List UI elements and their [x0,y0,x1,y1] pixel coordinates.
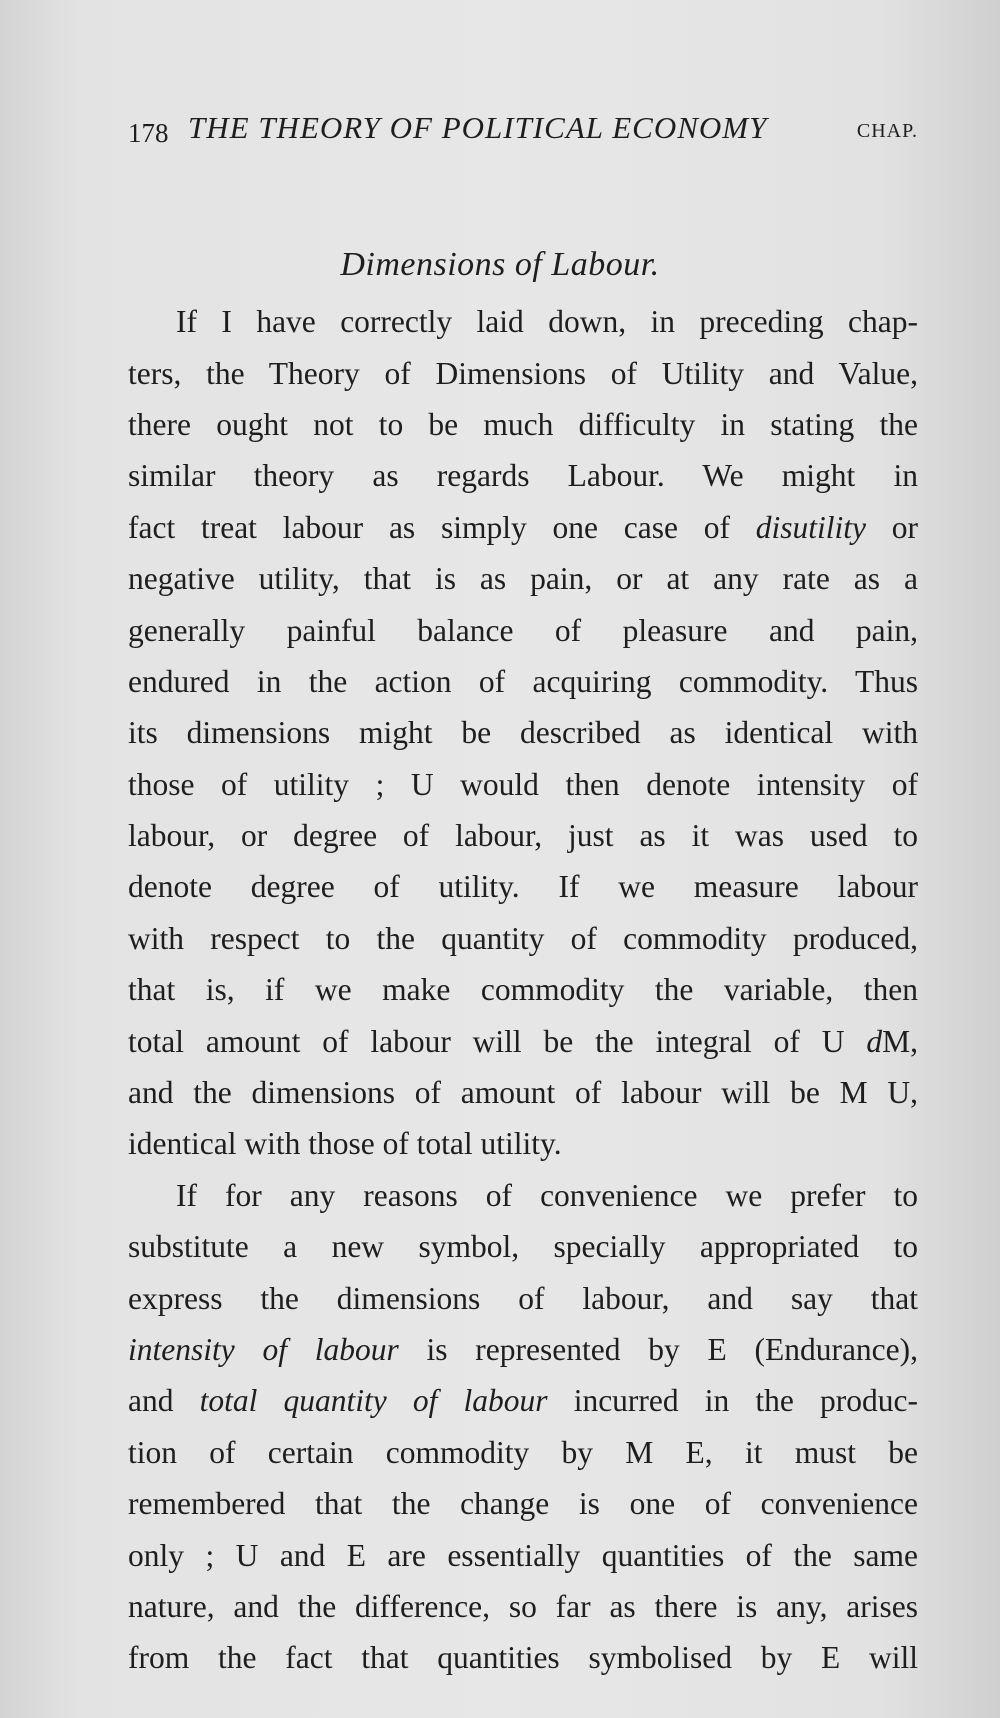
chapter-label: CHAP. [856,120,918,142]
text-line: If for any reasons of convenience we prefer to [176,1178,918,1213]
text-line: generally painful balance of pleasure and pain, [128,613,918,648]
text-line: negative utility, that is as pain, or at any rate as a [128,561,918,596]
text-line: with respect to the quantity of commodity produced, [128,921,918,956]
italic-term: disutility [755,510,866,545]
text-line: nature, and the difference, so far as there is any, arises [128,1589,918,1624]
text-line: express the dimensions of labour, and say that [128,1281,918,1316]
text-line: intensity of labour is represented by E (Endurance), [128,1332,919,1367]
section-heading: Dimensions of Labour. [340,246,660,283]
text-line: endured in the action of acquiring commodity. Thus [128,664,918,699]
text-line: identical with those of total utility. [128,1126,562,1161]
text-line: labour, or degree of labour, just as it was used to [128,818,918,853]
italic-term: d [866,1024,883,1059]
text-line: and the dimensions of amount of labour will be M U, [128,1075,918,1110]
text-line: ters, the Theory of Dimensions of Utility and Value, [128,356,918,391]
running-title: THE THEORY OF POLITICAL ECONOMY [188,110,768,145]
text-line: tion of certain commodity by M E, it must be [128,1435,918,1470]
text-line: there ought not to be much difficulty in stating the [128,407,918,442]
text-line: denote degree of utility. If we measure labour [128,869,918,904]
text-line: substitute a new symbol, specially appropriated to [128,1229,918,1264]
text-line: fact treat labour as simply one case of disutility or [128,510,919,545]
italic-term: intensity of labour [128,1332,399,1367]
text-line: its dimensions might be described as identical with [128,715,918,750]
text-line: that is, if we make commodity the variable, then [128,972,918,1007]
text-line: those of utility ; U would then denote intensity of [128,767,918,802]
text-line: only ; U and E are essentially quantities of the same [128,1538,918,1573]
page-number: 178 [128,118,169,148]
italic-term: total quantity of labour [199,1383,548,1418]
text-line: similar theory as regards Labour. We might in [128,458,918,493]
text-line: If I have correctly laid down, in preceding chap- [176,304,918,339]
page-header [128,110,918,154]
text-line: from the fact that quantities symbolised by E will [128,1640,918,1675]
text-line: total amount of labour will be the integral of U dM, [128,1024,918,1059]
text-line: and total quantity of labour incurred in the produc- [128,1383,918,1418]
text-line: remembered that the change is one of convenience [128,1486,918,1521]
